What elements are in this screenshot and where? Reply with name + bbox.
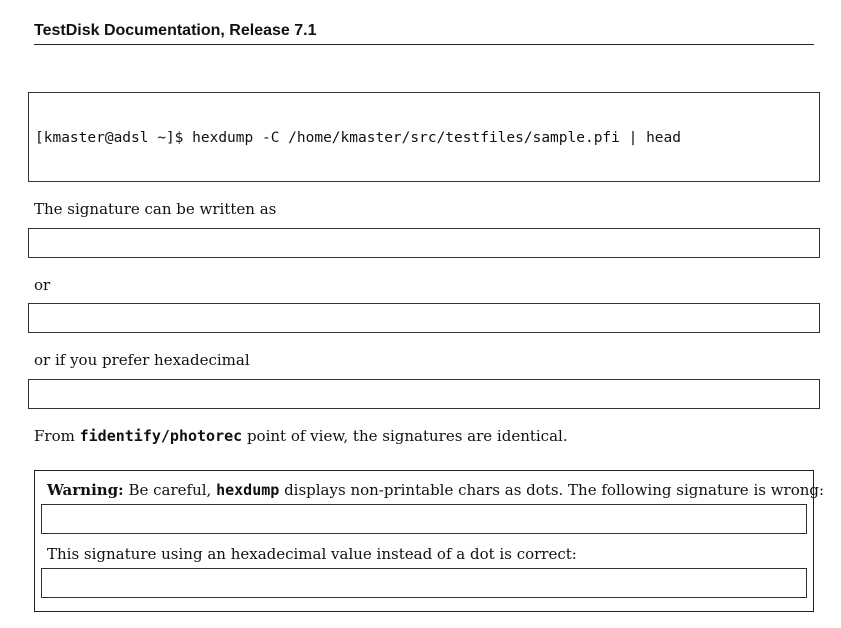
text-fragment: point of view, the signatures are identical.: [242, 427, 568, 445]
text-fragment: displays non-printable chars as dots. The following signature is wrong:: [279, 481, 825, 499]
signature-code-block-3: [28, 379, 820, 409]
paragraph-identical: [34, 426, 568, 446]
paragraph-signature-intro: The signature can be written as: [34, 200, 277, 218]
page-header: [34, 22, 814, 45]
wrong-signature-code-block: [41, 504, 807, 534]
text-fragment: From: [34, 427, 80, 445]
hexdump-output-line: [35, 180, 813, 182]
hexdump-command-line: [kmaster@adsl ~]$ hexdump -C /home/kmaster/src/testfiles/sample.pfi | head: [35, 130, 682, 146]
paragraph-hex-intro: or if you prefer hexadecimal: [34, 351, 250, 369]
signature-code-block-2: [28, 303, 820, 333]
text-fragment: Be careful,: [123, 481, 217, 499]
warning-note: This signature using an hexadecimal value instead of a dot is correct:: [47, 545, 577, 563]
warning-admonition: [34, 470, 825, 612]
correct-signature-code-block: [41, 568, 807, 598]
warning-label: Warning:: [47, 481, 124, 499]
tool-name: fidentify/photorec: [79, 427, 243, 445]
command-name: hexdump: [216, 481, 280, 499]
signature-code-block-1: [28, 228, 820, 258]
warning-text: [47, 480, 824, 500]
paragraph-or: or: [34, 276, 51, 294]
document-title: TestDisk Documentation, Release 7.1: [34, 22, 317, 39]
hexdump-code-block: [28, 92, 820, 182]
